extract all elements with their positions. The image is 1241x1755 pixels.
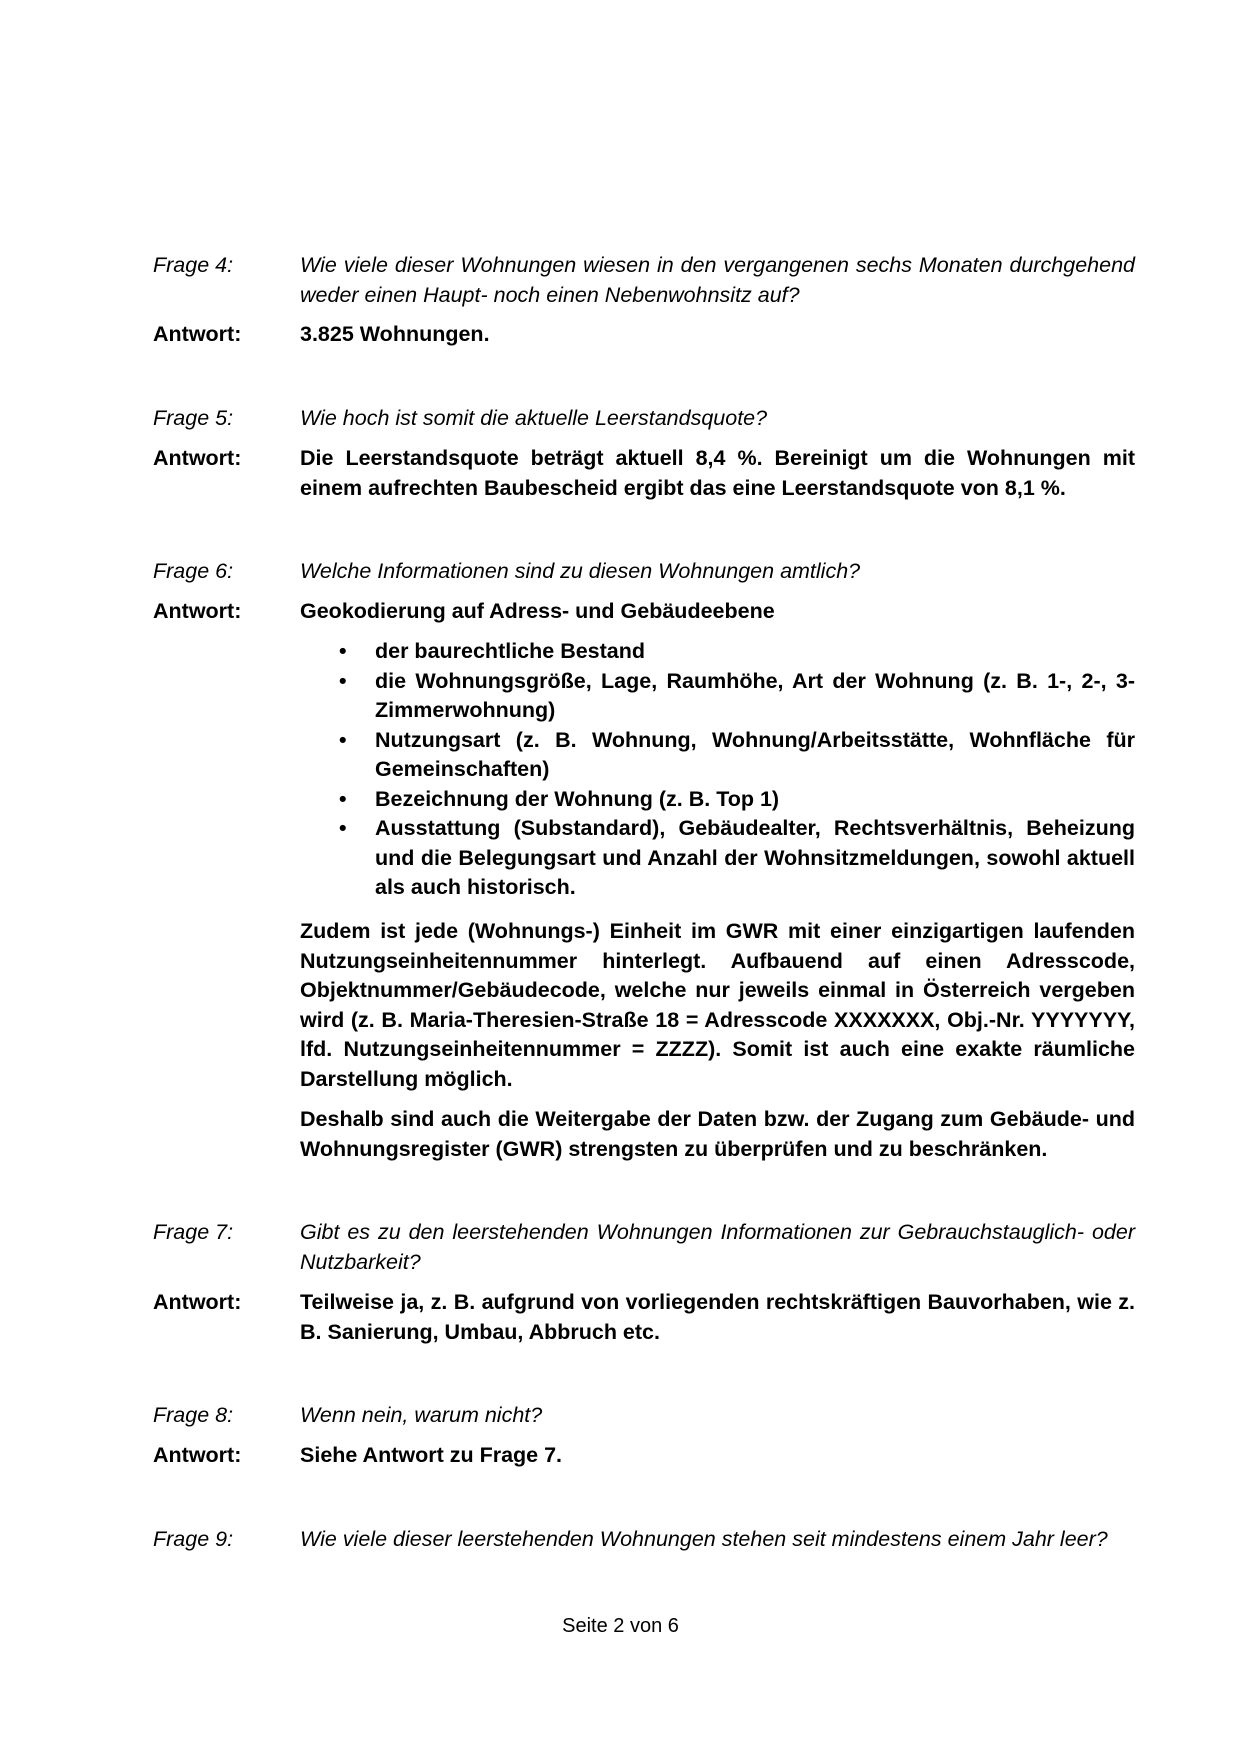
answer-label: Antwort: bbox=[153, 322, 242, 346]
bullet-icon: • bbox=[339, 639, 347, 663]
question-label: Frage 4: bbox=[153, 253, 234, 277]
page-number: Seite 2 von 6 bbox=[562, 1615, 679, 1637]
bullet-icon: • bbox=[339, 727, 347, 752]
answer-text: Siehe Antwort zu Frage 7. bbox=[300, 1443, 563, 1467]
question-text: Wie viele dieser Wohnungen wiesen in den vergangenen sechs Monaten durchgehend weder einen Haupt- noch einen Nebenwohnsitz auf? bbox=[300, 253, 1135, 307]
answer-label: Antwort: bbox=[153, 599, 242, 623]
answer-6-bullet-list bbox=[300, 637, 1135, 903]
list-item: • Ausstattung (Substandard), Gebäudealter, Rechtsverhältnis, Beheizung und die Belegungsart und Anzahl der Wohnsitzmeldungen, sowohl aktuell als auch historisch. bbox=[339, 816, 1135, 899]
question-label: Frage 7: bbox=[153, 1220, 234, 1244]
answer-text: 3.825 Wohnungen. bbox=[300, 322, 490, 346]
question-text: Wie hoch ist somit die aktuelle Leerstandsquote? bbox=[300, 406, 768, 430]
question-text: Gibt es zu den leerstehenden Wohnungen Informationen zur Gebrauchstauglich- oder Nutzbarkeit? bbox=[300, 1220, 1135, 1274]
answer-label: Antwort: bbox=[153, 1290, 242, 1314]
answer-label: Antwort: bbox=[153, 446, 242, 470]
question-label: Frage 8: bbox=[153, 1403, 234, 1427]
question-text: Welche Informationen sind zu diesen Wohnungen amtlich? bbox=[300, 559, 861, 583]
answer-text: Geokodierung auf Adress- und Gebäudeebene bbox=[300, 599, 775, 623]
question-text: Wenn nein, warum nicht? bbox=[300, 1403, 543, 1427]
bullet-icon: • bbox=[339, 816, 347, 840]
list-item: • der baurechtliche Bestand bbox=[300, 637, 1135, 667]
answer-label: Antwort: bbox=[153, 1443, 242, 1467]
question-text: Wie viele dieser leerstehenden Wohnungen stehen seit mindestens einem Jahr leer? bbox=[300, 1527, 1108, 1551]
list-item: • die Wohnungsgröße, Lage, Raumhöhe, Art der Wohnung (z. B. 1-, 2-, 3-Zimmerwohnung) bbox=[339, 668, 1135, 722]
bullet-icon: • bbox=[339, 786, 347, 811]
answer-6-paragraph-2: Deshalb sind auch die Weitergabe der Daten bzw. der Zugang zum Gebäude- und Wohnungsregister (GWR) strengsten zu überprüfen und zu beschränken. bbox=[300, 1107, 1135, 1161]
answer-6-paragraph-1: Zudem ist jede (Wohnungs-) Einheit im GWR mit einer einzigartigen laufenden Nutzungseinheitennummer hinterlegt. Aufbauend auf einen Adresscode, Objektnummer/Gebäudecode, welche nur jeweils einmal in Österreich vergeben wird (z. B. Maria-Theresien-Straße 18 = Adresscode XXXXXXX, Obj.-Nr. YYYYYYY, lfd. Nutzungseinheitennummer = ZZZZ). Somit ist auch eine exakte räumliche Darstellung möglich. bbox=[300, 919, 1135, 1091]
question-label: Frage 6: bbox=[153, 559, 234, 583]
question-label: Frage 9: bbox=[153, 1527, 234, 1551]
list-item: • Bezeichnung der Wohnung (z. B. Top 1) bbox=[300, 785, 1135, 815]
answer-text: Die Leerstandsquote beträgt aktuell 8,4 %. Bereinigt um die Wohnungen mit einem aufrechten Baubescheid ergibt das eine Leerstandsquote von 8,1 %. bbox=[300, 446, 1135, 500]
question-label: Frage 5: bbox=[153, 406, 234, 430]
bullet-icon: • bbox=[339, 668, 347, 693]
list-item: • Nutzungsart (z. B. Wohnung, Wohnung/Arbeitsstätte, Wohnfläche für Gemeinschaften) bbox=[339, 727, 1135, 781]
answer-text: Teilweise ja, z. B. aufgrund von vorliegenden rechtskräftigen Bauvorhaben, wie z. B. Sanierung, Umbau, Abbruch etc. bbox=[300, 1290, 1135, 1344]
